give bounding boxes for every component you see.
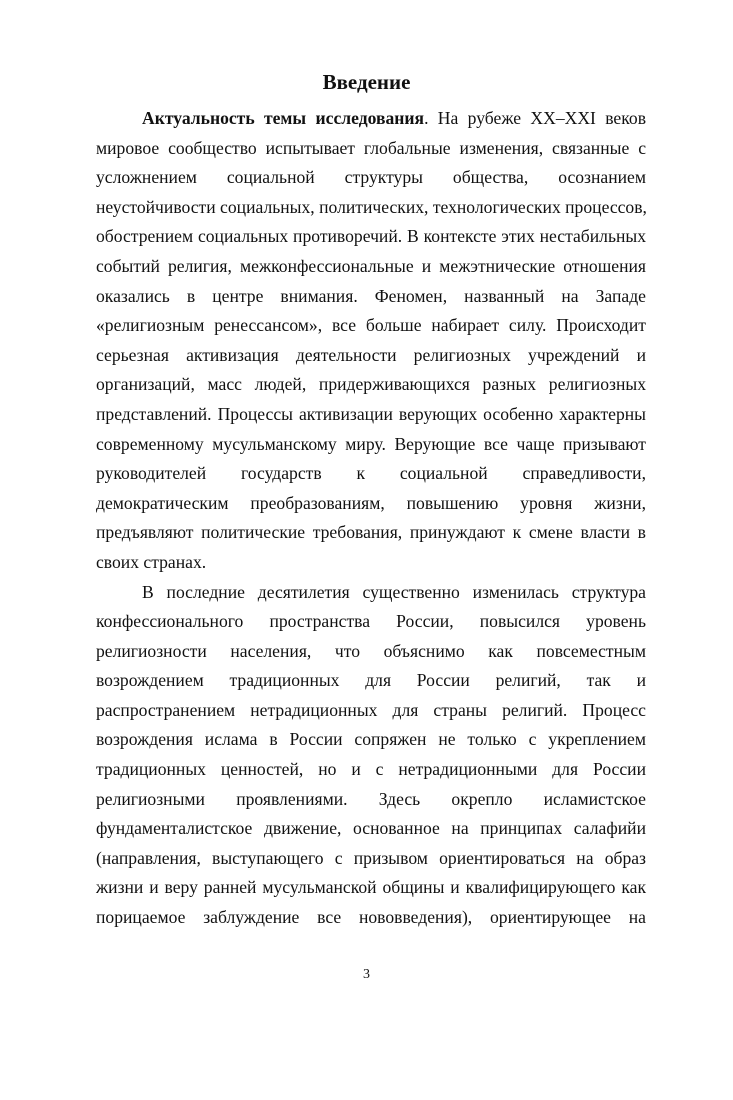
paragraph-line: событий религия, межконфессиональные и межэтнические отношения [96, 255, 646, 276]
paragraph-line: руководителей государств к социальной справедливости, [96, 463, 646, 484]
paragraph-line: религиозности населения, что объяснимо как повсеместным [96, 640, 646, 661]
paragraph-line: жизни и веру ранней мусульманской общины и квалифицирующего как [96, 877, 646, 898]
paragraph-line: (направления, выступающего с призывом ориентироваться на образ [96, 847, 646, 868]
paragraph-line: традиционных ценностей, но и с нетрадиционными для России [96, 759, 646, 780]
paragraph-line: возрождением традиционных для России религий, так и [96, 670, 646, 691]
lead-phrase: Актуальность темы исследования [142, 108, 425, 128]
paragraph-line: предъявляют политические требования, принуждают к смене власти в [96, 522, 646, 543]
paragraph-line: оказались в центре внимания. Феномен, названный на Западе [96, 285, 646, 306]
body-text [96, 104, 646, 933]
paragraph-line: «религиозным ренессансом», все больше набирает силу. Происходит [96, 315, 646, 336]
paragraph-line: современному мусульманскому миру. Верующие все чаще призывают [96, 433, 646, 454]
page-title: Введение [322, 70, 411, 94]
paragraph-line: распространением нетрадиционных для страны религий. Процесс [96, 699, 646, 720]
paragraph-line: усложнением социальной структуры общества, осознанием [96, 167, 646, 188]
paragraph-1 [96, 104, 646, 578]
paragraph-line: порицаемое заблуждение все нововведения), ориентирующее на [96, 907, 646, 928]
paragraph-line: мировое сообщество испытывает глобальные изменения, связанные с [96, 137, 646, 158]
paragraph-line: возрождения ислама в России сопряжен не только с укреплением [96, 729, 646, 750]
paragraph-line: серьезная активизация деятельности религиозных учреждений и [96, 344, 646, 365]
lead-rest: . На рубеже XX–XXI веков [424, 108, 647, 128]
paragraph-line: фундаменталистское движение, основанное на принципах салафийи [96, 818, 646, 839]
paragraph-line: организаций, масс людей, придерживающихся разных религиозных [96, 374, 646, 395]
paragraph-line: обострением социальных противоречий. В контексте этих нестабильных [96, 226, 646, 247]
paragraph-line: конфессионального пространства России, повысился уровень [96, 611, 646, 632]
paragraph-line: В последние десятилетия существенно изменилась структура [142, 581, 646, 602]
paragraph-line: неустойчивости социальных, политических, технологических процессов, [96, 196, 647, 217]
paragraph-2 [96, 578, 646, 933]
paragraph-line: своих странах. [96, 551, 207, 572]
page-number: 3 [363, 967, 370, 982]
paragraph-line: представлений. Процессы активизации верующих особенно характерны [96, 403, 646, 424]
paragraph-line [96, 104, 646, 134]
paragraph-line: демократическим преобразованиям, повышению уровня жизни, [96, 492, 646, 513]
paragraph-line: религиозными проявлениями. Здесь окрепло исламистское [96, 788, 646, 809]
